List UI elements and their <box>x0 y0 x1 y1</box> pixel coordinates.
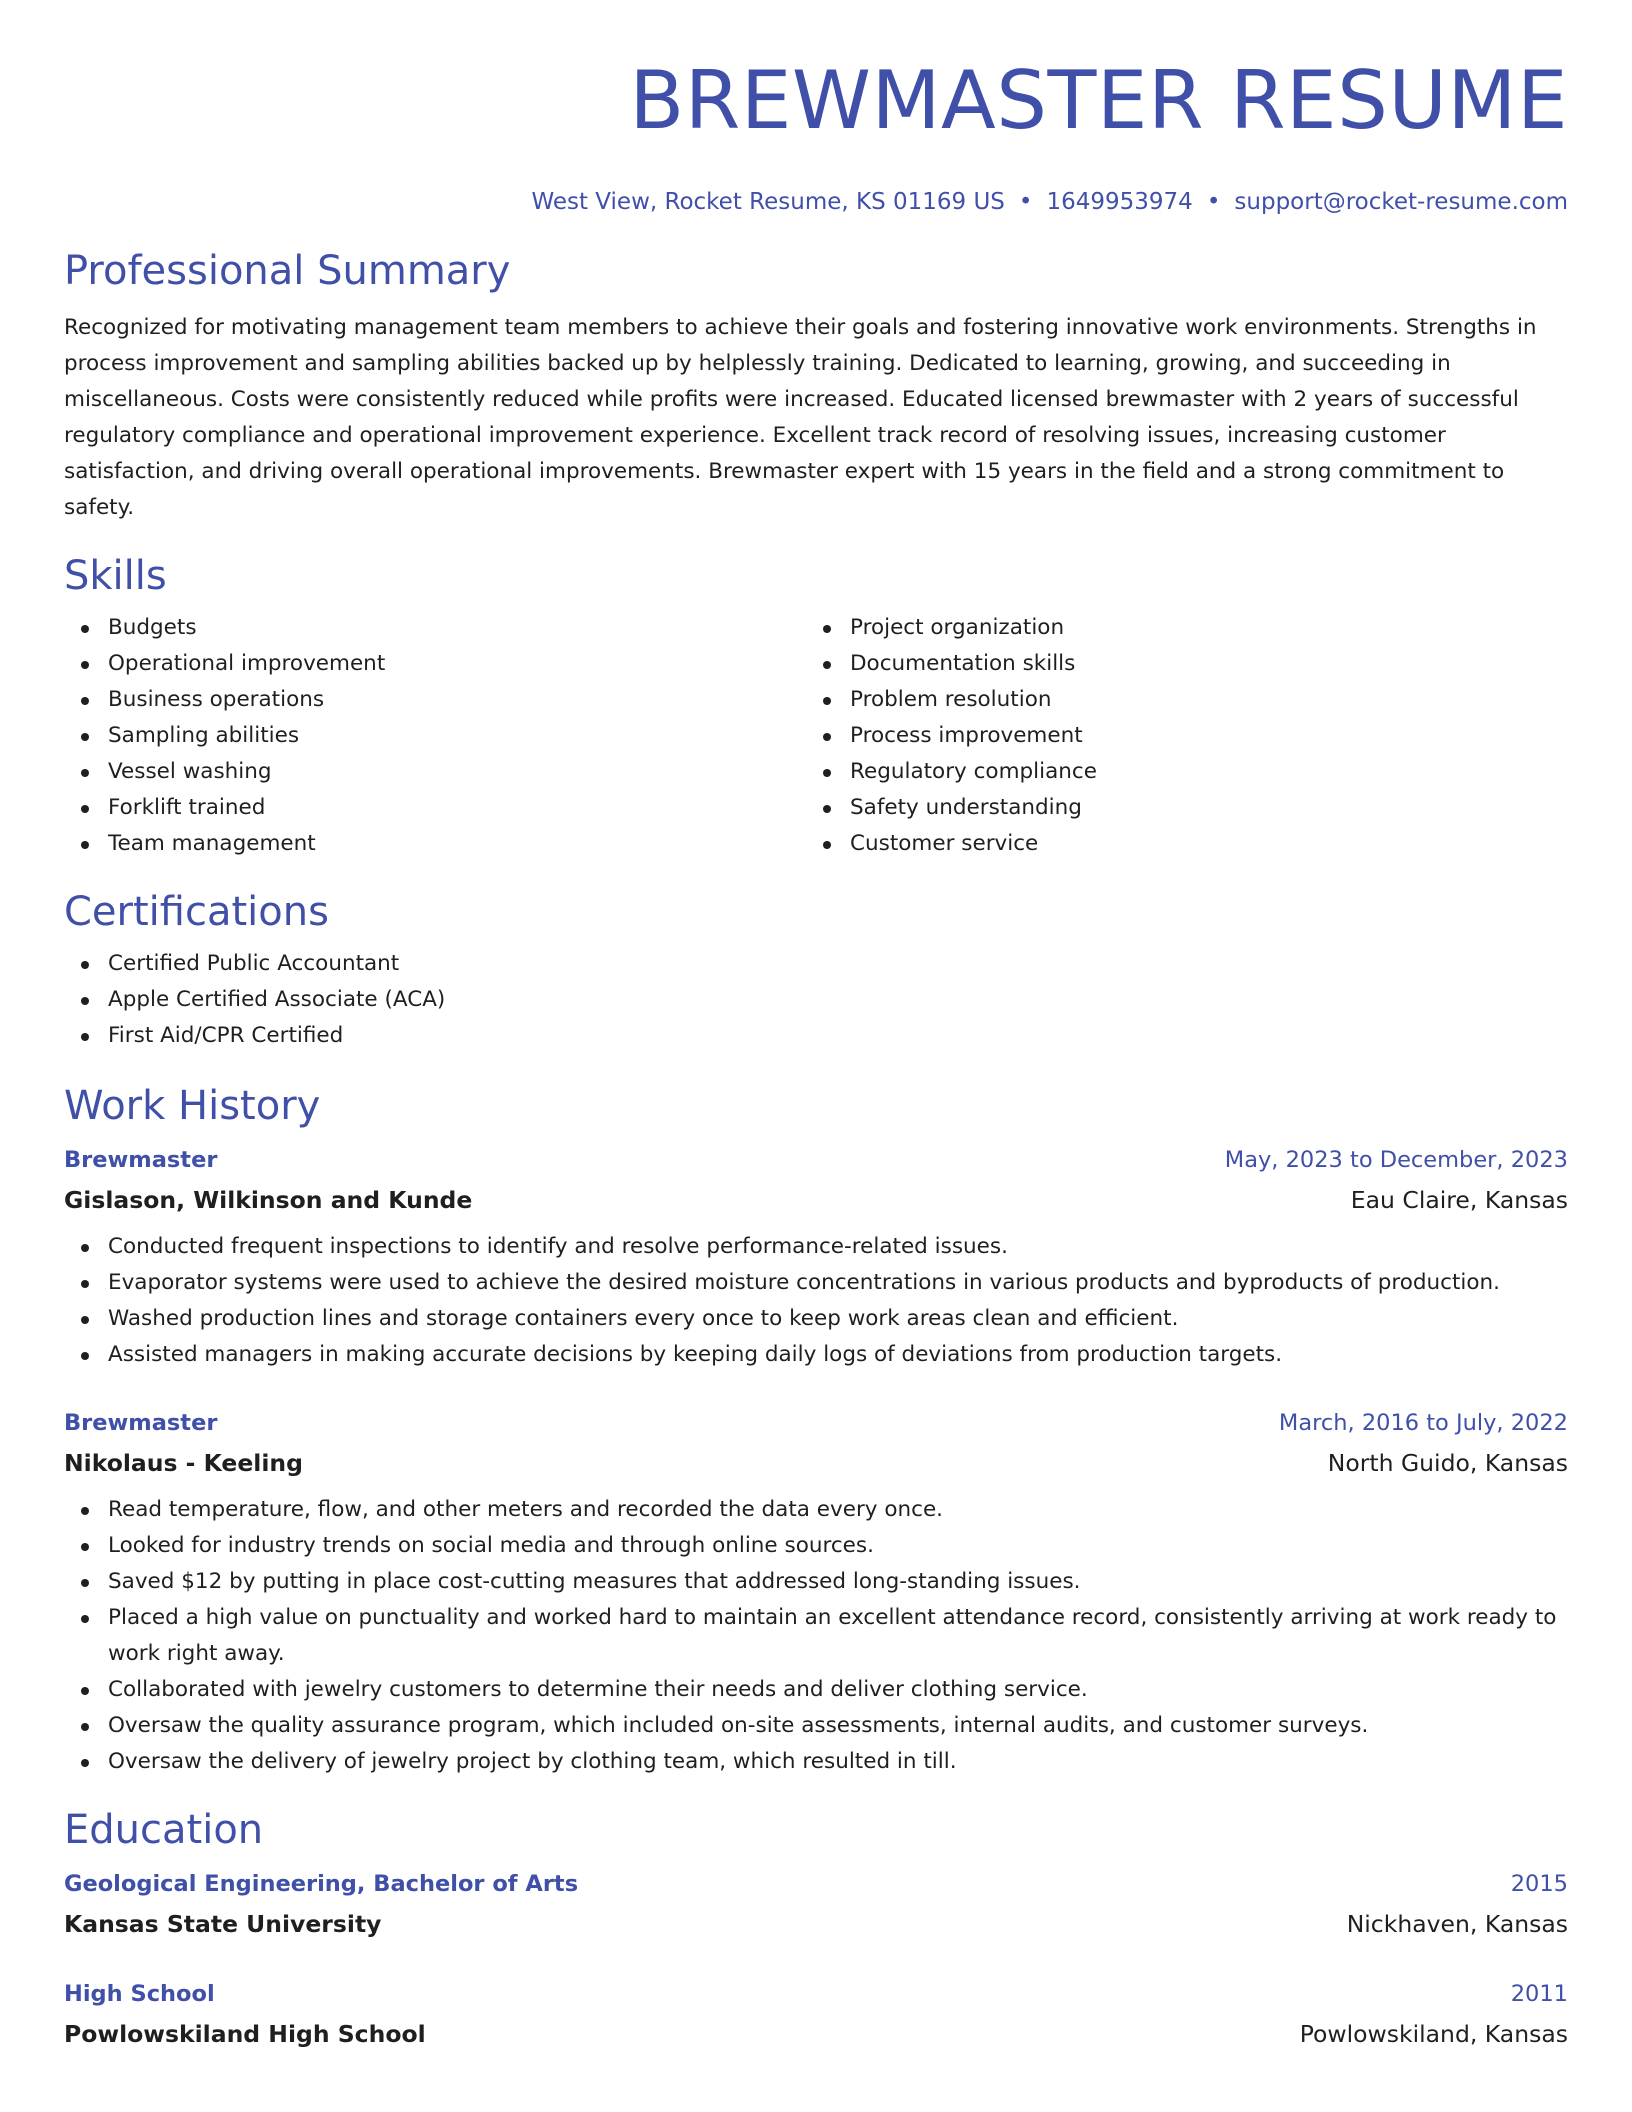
skill-item: Documentation skills <box>806 646 1548 682</box>
skill-item: Process improvement <box>806 718 1548 754</box>
job-duty-item: Assisted managers in making accurate decisions by keeping daily logs of deviations from production targets. <box>64 1337 1568 1373</box>
job-dates: March, 2016 to July, 2022 <box>1278 1410 1568 1436</box>
job-company: Nikolaus - Keeling <box>64 1449 303 1477</box>
job-subheader <box>64 1443 1568 1483</box>
skills-heading: Skills <box>64 553 167 599</box>
job-duty-item: Washed production lines and storage containers every once to keep work areas clean and efficient. <box>64 1301 1568 1337</box>
resume-name: BREWMASTER RESUME <box>629 54 1568 147</box>
certification-item: Apple Certified Associate (ACA) <box>64 982 1568 1018</box>
job-entry <box>64 1403 1568 1780</box>
certifications-heading: Certifications <box>64 889 329 935</box>
education-year: 2011 <box>1510 1981 1568 2007</box>
skills-list <box>64 610 1568 862</box>
skill-item: Operational improvement <box>64 646 806 682</box>
skills-column-right <box>806 610 1548 862</box>
skill-item: Business operations <box>64 682 806 718</box>
education-location: Nickhaven, Kansas <box>1346 1910 1568 1938</box>
contact-email[interactable]: support@rocket-resume.com <box>1234 189 1568 215</box>
job-header <box>64 1403 1568 1443</box>
job-duty-item: Saved $12 by putting in place cost-cutting measures that addressed long-standing issues. <box>64 1564 1568 1600</box>
job-dates: May, 2023 to December, 2023 <box>1224 1147 1568 1173</box>
education-degree: High School <box>64 1981 215 2007</box>
job-location: Eau Claire, Kansas <box>1350 1186 1568 1214</box>
skill-item: Problem resolution <box>806 682 1548 718</box>
job-header <box>64 1140 1568 1180</box>
skill-item: Forklift trained <box>64 790 806 826</box>
certification-item: Certified Public Accountant <box>64 946 1568 982</box>
contact-line <box>64 182 1568 222</box>
skill-item: Vessel washing <box>64 754 806 790</box>
job-duty-item: Collaborated with jewelry customers to determine their needs and deliver clothing service. <box>64 1672 1568 1708</box>
job-duty-item: Oversaw the quality assurance program, which included on-site assessments, internal audits, and customer surveys. <box>64 1708 1568 1744</box>
skill-item: Budgets <box>64 610 806 646</box>
education-degree: Geological Engineering, Bachelor of Arts <box>64 1871 579 1897</box>
certifications-list <box>64 946 1568 1054</box>
skill-item: Project organization <box>806 610 1548 646</box>
summary-text: Recognized for motivating management team members to achieve their goals and fostering innovative work environments. Strengths in process improvement and sampling abilities backed up by helplessly training. Dedicated to learning, growing, and succeeding in miscellaneous. Costs were consistently reduced while profits were increased. Educated licensed brewmaster with 2 years of successful regulatory compliance and operational improvement experience. Excellent track record of resolving issues, increasing customer satisfaction, and driving overall operational improvements. Brewmaster expert with 15 years in the field and a strong commitment to safety. <box>64 315 1537 520</box>
job-location: North Guido, Kansas <box>1327 1449 1568 1477</box>
education-year: 2015 <box>1510 1871 1568 1897</box>
skill-item: Regulatory compliance <box>806 754 1548 790</box>
education-entry <box>64 1974 1568 2054</box>
certification-item: First Aid/CPR Certified <box>64 1018 1568 1054</box>
job-duties <box>64 1492 1568 1780</box>
education-school: Kansas State University <box>64 1910 382 1938</box>
skill-item: Team management <box>64 826 806 862</box>
job-title: Brewmaster <box>64 1410 218 1436</box>
job-entry <box>64 1140 1568 1373</box>
education-school: Powlowskiland High School <box>64 2020 426 2048</box>
job-duty-item: Looked for industry trends on social media and through online sources. <box>64 1528 1568 1564</box>
education-entry <box>64 1864 1568 1944</box>
job-company: Gislason, Wilkinson and Kunde <box>64 1186 473 1214</box>
skill-item: Sampling abilities <box>64 718 806 754</box>
contact-separator: • <box>1018 189 1033 215</box>
education-subheader <box>64 2014 1568 2054</box>
contact-address: West View, Rocket Resume, KS 01169 US <box>531 189 1005 215</box>
skill-item: Safety understanding <box>806 790 1548 826</box>
education-heading: Education <box>64 1807 264 1853</box>
work-history-heading: Work History <box>64 1083 321 1129</box>
education-header <box>64 1864 1568 1904</box>
job-subheader <box>64 1180 1568 1220</box>
contact-separator: • <box>1206 189 1221 215</box>
job-duty-item: Evaporator systems were used to achieve the desired moisture concentrations in various products and byproducts of production. <box>64 1265 1568 1301</box>
job-duty-item: Conducted frequent inspections to identify and resolve performance-related issues. <box>64 1229 1568 1265</box>
summary-heading: Professional Summary <box>64 248 511 294</box>
job-duty-item: Placed a high value on punctuality and worked hard to maintain an excellent attendance record, consistently arriving at work ready to work right away. <box>64 1600 1568 1672</box>
job-duty-item: Oversaw the delivery of jewelry project by clothing team, which resulted in till. <box>64 1744 1568 1780</box>
skills-column-left <box>64 610 806 862</box>
education-header <box>64 1974 1568 2014</box>
education-location: Powlowskiland, Kansas <box>1299 2020 1568 2048</box>
contact-phone: 1649953974 <box>1046 189 1193 215</box>
skill-item: Customer service <box>806 826 1548 862</box>
job-title: Brewmaster <box>64 1147 218 1173</box>
education-subheader <box>64 1904 1568 1944</box>
job-duties <box>64 1229 1568 1373</box>
job-duty-item: Read temperature, flow, and other meters and recorded the data every once. <box>64 1492 1568 1528</box>
